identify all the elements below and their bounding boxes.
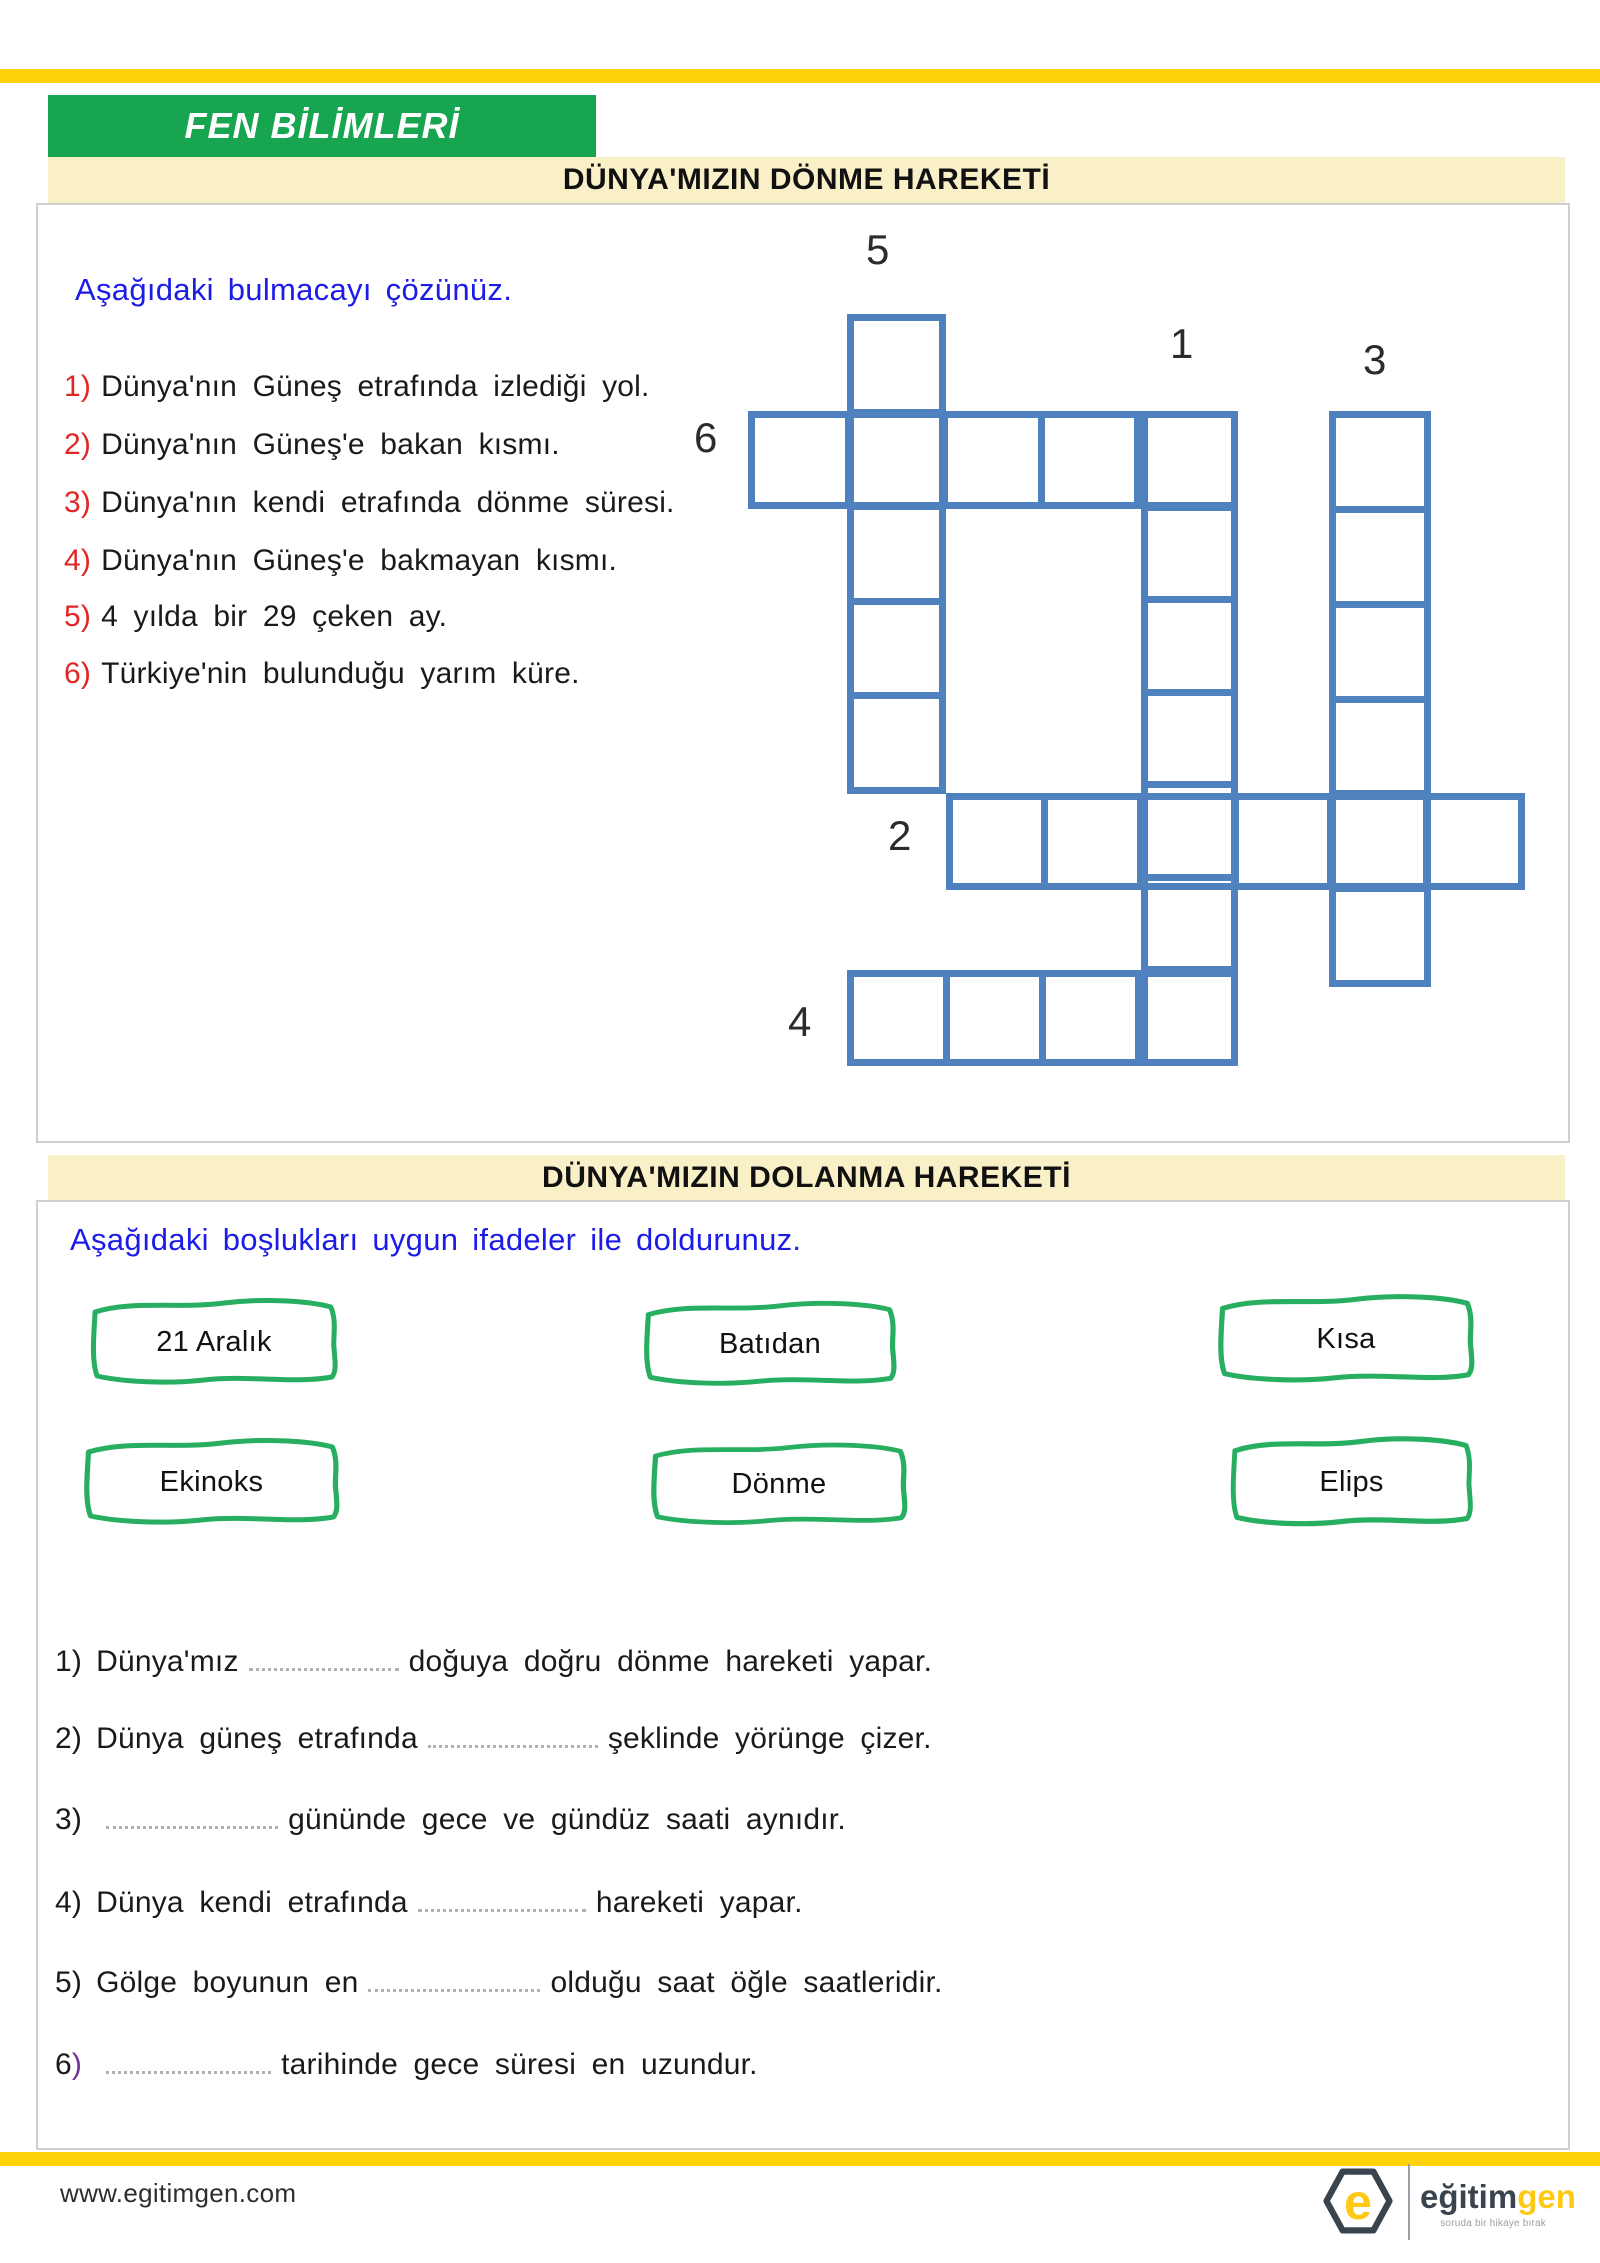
sentence-text-before: Dünya güneş etrafında: [96, 1722, 418, 1755]
crossword-cell[interactable]: [1148, 418, 1231, 511]
section1-banner: [48, 157, 1565, 203]
crossword-cell[interactable]: [950, 977, 1046, 1059]
crossword-word-1: [1141, 411, 1238, 1066]
crossword-cell[interactable]: [852, 418, 949, 502]
clue-text: Türkiye'nin bulunduğu yarım küre.: [101, 657, 580, 690]
crossword-cell[interactable]: [755, 418, 852, 502]
top-accent-bar: [0, 69, 1600, 83]
sentence-text-after: hareketi yapar.: [595, 1886, 803, 1919]
crossword-cell[interactable]: [1048, 800, 1143, 883]
subject-title: FEN BİLİMLERİ: [184, 105, 460, 146]
section2-instruction: Aşağıdaki boşlukları uygun ifadeler ile doldurunuz.: [70, 1222, 802, 1257]
clue-number: 4): [64, 544, 92, 577]
brand-name-dark: eğitim: [1420, 2178, 1518, 2215]
word-bank-label: Kısa: [1316, 1322, 1376, 1355]
sentence-number: 1): [55, 1645, 83, 1678]
word-bank-label: Batıdan: [718, 1327, 822, 1360]
clue-number: 3): [64, 486, 92, 519]
word-bank-item[interactable]: [1223, 1430, 1480, 1534]
sentence-number: 6): [55, 2048, 83, 2081]
crossword-number-label: 2: [888, 812, 912, 859]
crossword-cell[interactable]: [854, 510, 939, 605]
crossword-number-label: 1: [1170, 320, 1194, 367]
section1-instruction: Aşağıdaki bulmacayı çözünüz.: [75, 272, 513, 307]
crossword-cell[interactable]: [1142, 977, 1238, 1059]
clue-text: Dünya'nın kendi etrafında dönme süresi.: [101, 486, 675, 519]
clue-item: [64, 657, 580, 691]
sentence-text-after: şeklinde yörünge çizer.: [607, 1722, 932, 1755]
crossword-word-5: [847, 314, 946, 794]
word-bank-item[interactable]: [636, 1295, 904, 1393]
crossword-cell[interactable]: [854, 605, 939, 700]
crossword-cell[interactable]: [948, 418, 1045, 502]
brand-name-yellow: gen: [1517, 2178, 1576, 2215]
answer-blank[interactable]: [106, 2049, 271, 2074]
section2-title: DÜNYA'MIZIN DOLANMA HAREKETİ: [542, 1160, 1071, 1194]
crossword-number-label: 4: [788, 998, 812, 1045]
sentence-text-after: tarihinde gece süresi en uzundur.: [281, 2048, 758, 2081]
clue-number: 6): [64, 657, 92, 690]
sentence-text-before: Dünya kendi etrafında: [96, 1886, 408, 1919]
clue-number: 5): [64, 600, 92, 633]
sentence-text-after: doğuya doğru dönme hareketi yapar.: [408, 1645, 933, 1678]
answer-blank[interactable]: [249, 1646, 399, 1671]
clue-item: [64, 544, 617, 578]
sentence-item: [55, 1722, 932, 1756]
sentence-item: [55, 1886, 803, 1920]
crossword-cell[interactable]: [1144, 800, 1239, 883]
crossword-cell[interactable]: [1430, 800, 1525, 883]
crossword-cell[interactable]: [854, 699, 939, 794]
sentence-item: [55, 1645, 932, 1679]
word-bank-label: 21 Aralık: [156, 1325, 272, 1358]
answer-blank[interactable]: [418, 1887, 586, 1912]
crossword-cell[interactable]: [1045, 418, 1142, 502]
answer-blank[interactable]: [106, 1804, 278, 1829]
word-bank-label: Dönme: [731, 1468, 827, 1500]
clue-text: Dünya'nın Güneş'e bakan kısmı.: [101, 428, 560, 461]
word-bank-label: Elips: [1319, 1465, 1384, 1498]
crossword-cell[interactable]: [1148, 696, 1231, 789]
crossword-word-2: [946, 793, 1525, 890]
crossword-number-label: 6: [694, 414, 718, 461]
brand-name: [1420, 2178, 1576, 2216]
crossword-word-4: [847, 970, 1238, 1066]
crossword-cell[interactable]: [854, 977, 950, 1059]
crossword-cell[interactable]: [1336, 892, 1424, 987]
word-bank-item[interactable]: [83, 1292, 345, 1392]
answer-blank[interactable]: [368, 1967, 540, 1992]
crossword-cell[interactable]: [1336, 513, 1424, 608]
crossword-cell[interactable]: [1148, 881, 1231, 974]
section2-banner: [48, 1155, 1565, 1200]
subject-header: [48, 95, 596, 157]
clue-text: Dünya'nın Güneş etrafında izlediği yol.: [101, 370, 650, 403]
section1-title: DÜNYA'MIZIN DÖNME HAREKETİ: [562, 163, 1051, 196]
hexagon-e-icon: [1322, 2166, 1394, 2236]
crossword-cell[interactable]: [953, 800, 1048, 883]
word-bank-item[interactable]: [643, 1437, 915, 1532]
sentence-number: 2): [55, 1722, 83, 1755]
crossword-number-label: 3: [1363, 336, 1387, 383]
footer-url[interactable]: www.egitimgen.com: [60, 2178, 297, 2208]
sentence-text-before: Gölge boyunun en: [96, 1966, 359, 1999]
crossword-cell[interactable]: [1336, 703, 1424, 798]
purple-paren: ): [71, 2048, 83, 2081]
crossword-cell[interactable]: [854, 321, 939, 416]
sentence-item: [55, 1966, 943, 2000]
sentence-text-before: Dünya'mız: [96, 1645, 239, 1678]
crossword-cell[interactable]: [1239, 800, 1334, 883]
brand-logo: [1322, 2160, 1576, 2255]
crossword-number-label: 5: [866, 226, 890, 273]
crossword-cell[interactable]: [1046, 977, 1142, 1059]
clue-item: [64, 486, 675, 520]
sentence-number: 3): [55, 1803, 83, 1836]
answer-blank[interactable]: [428, 1723, 598, 1748]
svg-text:e: e: [1343, 2173, 1373, 2231]
clue-number: 2): [64, 428, 92, 461]
clue-number: 1): [64, 370, 92, 403]
crossword-cell[interactable]: [1336, 418, 1424, 513]
brand-tagline: soruda bir hikaye bırak: [1440, 2218, 1546, 2229]
sentence-number: 4): [55, 1886, 83, 1919]
sentence-number: 5): [55, 1966, 83, 1999]
clue-text: 4 yılda bir 29 çeken ay.: [101, 600, 448, 633]
crossword-cell[interactable]: [1334, 800, 1429, 883]
sentence-item: [55, 1803, 846, 1837]
clue-item: [64, 370, 650, 404]
crossword-cell[interactable]: [1148, 511, 1231, 604]
clue-item: [64, 600, 447, 634]
sentence-text-after: gününde gece ve gündüz saati aynıdır.: [288, 1803, 846, 1836]
crossword-cell[interactable]: [1336, 608, 1424, 703]
word-bank-label: Ekinoks: [159, 1465, 264, 1498]
clue-text: Dünya'nın Güneş'e bakmayan kısmı.: [101, 544, 618, 577]
word-bank-item[interactable]: [1210, 1288, 1482, 1390]
sentence-text-after: olduğu saat öğle saatleridir.: [550, 1966, 943, 1999]
crossword-cell[interactable]: [1148, 603, 1231, 696]
logo-divider: [1408, 2164, 1410, 2240]
clue-item: [64, 428, 560, 462]
sentence-item: [55, 2048, 758, 2082]
crossword-word-3: [1329, 411, 1431, 987]
word-bank-item[interactable]: [76, 1432, 347, 1532]
